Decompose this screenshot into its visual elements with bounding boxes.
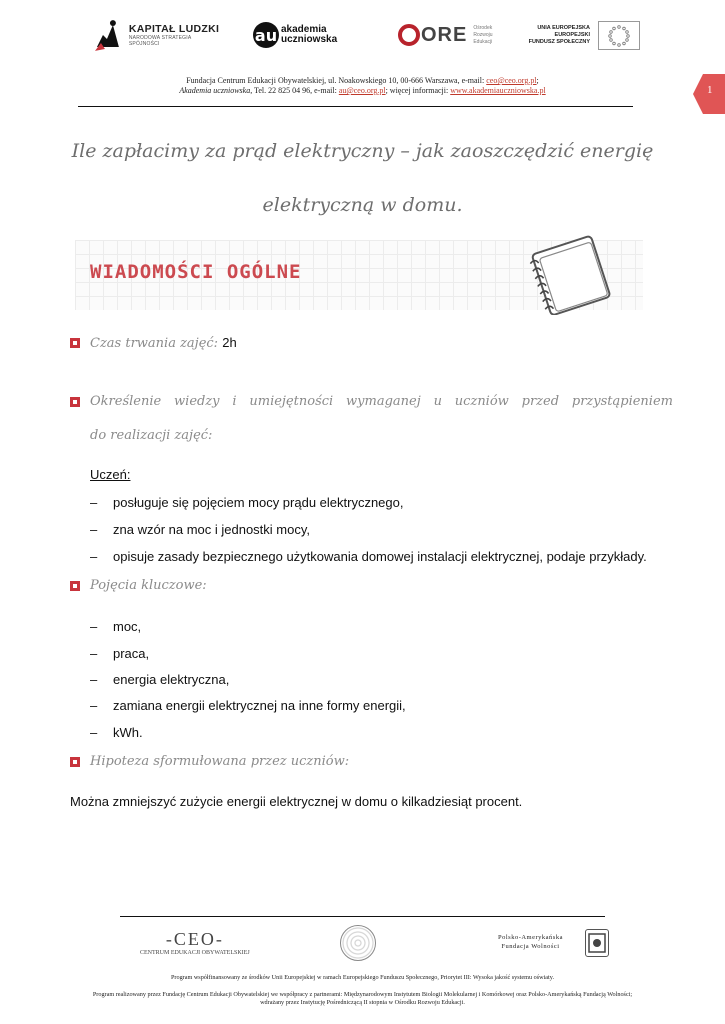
page-title-line-2: elektryczną w domu. bbox=[262, 194, 463, 216]
concept-item-2: praca, bbox=[113, 646, 150, 661]
prereq-label-line-1: Określenie wiedzy i umiejętności wymaganej u uczniów przed przystąpieniem bbox=[90, 394, 673, 409]
header-divider bbox=[78, 106, 633, 107]
prereq-item-2: zna wzór na moc i jednostki mocy, bbox=[113, 522, 310, 537]
banner-title: WIADOMOŚCI OGÓLNE bbox=[90, 261, 302, 283]
duration-bullet-icon bbox=[70, 338, 80, 348]
ceo-logo-small: CENTRUM EDUKACJI OBYWATELSKIEJ bbox=[140, 950, 250, 956]
eu-line2: EUROPEJSKI bbox=[554, 31, 590, 38]
eu-flag-icon bbox=[598, 21, 640, 50]
prereq-dash-1: – bbox=[90, 495, 98, 510]
uczniowska-word: uczniowska bbox=[281, 34, 338, 45]
concept-item-1: moc, bbox=[113, 619, 142, 634]
kapital-ludzki-logo bbox=[93, 12, 223, 58]
institute-seal-icon bbox=[340, 925, 376, 961]
ore-logo bbox=[398, 12, 508, 58]
ore-line2: Rozwoju bbox=[473, 31, 493, 38]
student-label: Uczeń: bbox=[90, 467, 131, 482]
organization-info bbox=[90, 76, 635, 96]
prereq-item-1: posługuje się pojęciem mocy prądu elektrycznego, bbox=[113, 495, 404, 510]
page-number: 1 bbox=[707, 84, 713, 96]
hypothesis-text: Można zmniejszyć zużycie energii elektrycznej w domu o kilkadziesiąt procent. bbox=[70, 794, 523, 809]
ore-name: ORE bbox=[421, 23, 468, 46]
concept-dash-1: – bbox=[90, 619, 98, 634]
duration-heading bbox=[90, 335, 237, 351]
ore-line3: Edukacji bbox=[473, 38, 493, 45]
ceo-logo bbox=[140, 929, 250, 956]
pafw-line2: Fundacja Wolności bbox=[501, 943, 560, 950]
kapital-ludzki-tagline: NARODOWA STRATEGIA SPÓJNOŚCI bbox=[128, 35, 192, 47]
duration-value: 2h bbox=[222, 335, 237, 350]
eu-line3: FUNDUSZ SPOŁECZNY bbox=[528, 38, 590, 45]
footer-cofinancing-text: Program współfinansowany ze środków Unii Europejskiej w ramach Europejskiego Funduszu Społecznego, Priorytet III: Wysoka jakość systemu oświaty. bbox=[170, 974, 554, 981]
pafw-emblem-icon bbox=[585, 929, 609, 957]
org-address: Fundacja Centrum Edukacji Obywatelskiej, ul. Noakowskiego 10, 00-666 Warszawa, e-mail: bbox=[186, 76, 487, 85]
phone-text: , Tel. 22 825 04 96, e-mail: bbox=[250, 86, 339, 95]
hypothesis-label: Hipoteza sformułowana przez uczniów: bbox=[90, 754, 350, 769]
concept-dash-3: – bbox=[90, 672, 98, 687]
page-title-line-1: Ile zapłacimy za prąd elektryczny – jak zaoszczędzić energię bbox=[71, 140, 654, 162]
au-email-link[interactable]: au@ceo.org.pl bbox=[338, 86, 386, 95]
kapital-ludzki-emblem-icon bbox=[93, 17, 123, 53]
org-line-1 bbox=[90, 76, 635, 86]
concept-dash-2: – bbox=[90, 646, 98, 661]
ceo-logo-big: -CEO- bbox=[165, 929, 224, 949]
hypothesis-bullet-icon bbox=[70, 757, 80, 767]
prereq-dash-2: – bbox=[90, 522, 98, 537]
ore-line1: Ośrodek bbox=[473, 24, 493, 31]
prereq-bullet-icon bbox=[70, 397, 80, 407]
concept-dash-4: – bbox=[90, 698, 98, 713]
concept-item-5: kWh. bbox=[113, 725, 143, 740]
ore-ring-icon bbox=[398, 24, 420, 46]
notebook-icon bbox=[518, 235, 628, 315]
footer-divider bbox=[120, 916, 605, 917]
org-line-2 bbox=[90, 86, 635, 96]
concept-item-4: zamiana energii elektrycznej na inne formy energii, bbox=[113, 698, 406, 713]
footer-implementation-text: wdrażany przez Instytucję Pośredniczącą II stopnia w Ośrodku Rozwoju Edukacji. bbox=[260, 999, 465, 1006]
concepts-label: Pojęcia kluczowe: bbox=[90, 578, 207, 593]
ceo-email-link[interactable]: ceo@ceo.org.pl bbox=[486, 76, 537, 85]
pafw-line1: Polsko-Amerykańska bbox=[498, 934, 563, 941]
prereq-item-3: opisuje zasady bezpiecznego użytkowania domowej instalacji elektrycznej, podaje przykłady. bbox=[113, 549, 647, 564]
concept-dash-5: – bbox=[90, 725, 98, 740]
duration-label: Czas trwania zajęć: bbox=[90, 336, 219, 351]
footer-logos bbox=[130, 925, 610, 965]
org-line1-suffix: ; bbox=[536, 76, 539, 85]
pafw-logo bbox=[498, 933, 563, 951]
header-logos bbox=[88, 12, 648, 62]
kapital-ludzki-name: KAPITAŁ LUDZKI bbox=[128, 23, 220, 35]
more-info-text: ; więcej informacji: bbox=[385, 86, 451, 95]
eu-line1: UNIA EUROPEJSKA bbox=[537, 24, 590, 31]
au-badge-icon: au bbox=[253, 22, 279, 48]
footer-program-text: Program realizowany przez Fundację Centrum Edukacji Obywatelskiej we współpracy z partnerami: Międzynarodowym Instytutem Biologii Molekularnej i Komórkowej oraz Polsko-Amerykańską Fundacją Wolności; bbox=[92, 991, 633, 998]
prereq-dash-3: – bbox=[90, 549, 98, 564]
website-link[interactable]: www.akademiauczniowska.pl bbox=[450, 86, 546, 95]
concept-item-3: energia elektryczna, bbox=[113, 672, 230, 687]
concepts-bullet-icon bbox=[70, 581, 80, 591]
eu-logo bbox=[528, 12, 648, 58]
akademia-name: Akademia uczniowska bbox=[179, 86, 251, 95]
prereq-label-line-2: do realizacji zajęć: bbox=[90, 428, 213, 443]
akademia-uczniowska-logo bbox=[253, 12, 348, 58]
akademia-word: akademia bbox=[281, 24, 327, 35]
page-number-tab bbox=[693, 74, 725, 114]
